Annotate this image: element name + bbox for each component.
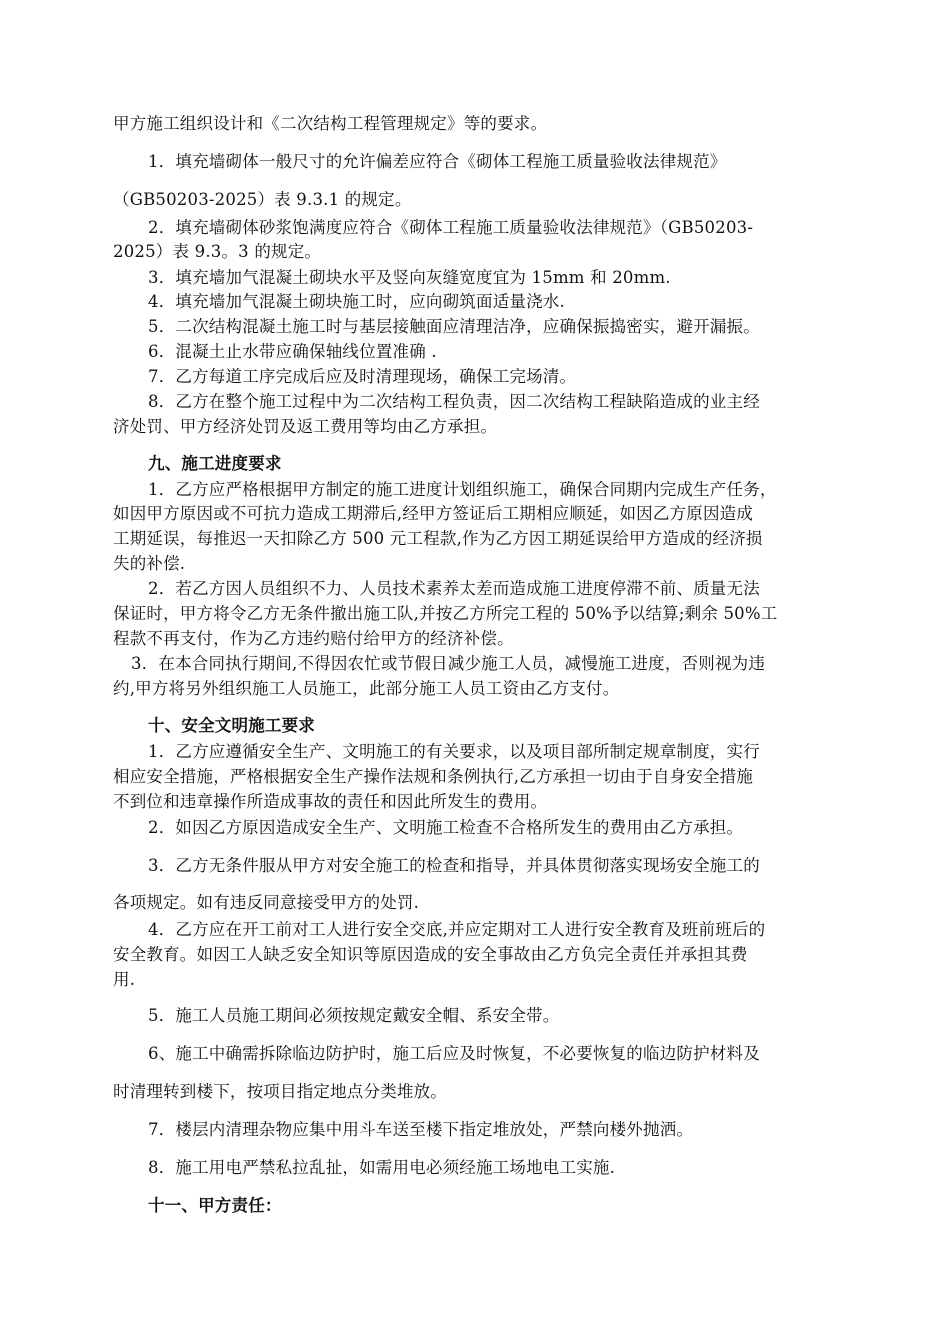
text-line: 8．乙方在整个施工过程中为二次结构工程负责，因二次结构工程缺陷造成的业主经 [148, 392, 760, 411]
text-line: 4．乙方应在开工前对工人进行安全交底,并应定期对工人进行安全教育及班前班后的 [148, 920, 766, 939]
text-line: 各项规定。如有违反同意接受甲方的处罚. [113, 893, 420, 912]
section-heading: 九、施工进度要求 [148, 454, 282, 473]
text-line: 2．填充墙砌体砂浆饱满度应符合《砌体工程施工质量验收法律规范》（GB50203- [148, 218, 754, 237]
text-line: 1．填充墙砌体一般尺寸的允许偏差应符合《砌体工程施工质量验收法律规范》 [148, 152, 727, 171]
text-line: 7．乙方每道工序完成后应及时清理现场，确保工完场清。 [148, 367, 577, 386]
text-line: （GB50203-2025）表 9.3.1 的规定。 [113, 190, 412, 209]
text-line: 1．乙方应严格根据甲方制定的施工进度计划组织施工，确保合同期内完成生产任务， [148, 480, 777, 499]
text-line: 3．填充墙加气混凝土砌块水平及竖向灰缝宽度宜为 15mm 和 20mm. [148, 268, 671, 287]
text-line: 5．施工人员施工期间必须按规定戴安全帽、系安全带。 [148, 1006, 560, 1025]
text-line: 8．施工用电严禁私拉乱扯，如需用电必须经施工场地电工实施. [148, 1158, 616, 1177]
text-line: 济处罚、甲方经济处罚及返工费用等均由乙方承担。 [113, 417, 498, 436]
text-line: 相应安全措施，严格根据安全生产操作法规和条例执行,乙方承担一切由于自身安全措施 [113, 767, 754, 786]
text-line: 失的补偿. [113, 554, 186, 573]
section-heading: 十一、甲方责任： [148, 1196, 282, 1215]
text-line: 安全教育。如因工人缺乏安全知识等原因造成的安全事故由乙方负完全责任并承担其费 [113, 945, 748, 964]
text-line: 用. [113, 970, 136, 989]
text-line: 1．乙方应遵循安全生产、文明施工的有关要求，以及项目部所制定规章制度，实行 [148, 742, 760, 761]
text-line: 如因甲方原因或不可抗力造成工期滞后,经甲方签证后工期相应顺延，如因乙方原因造成 [113, 504, 754, 523]
text-line: 6．混凝土止水带应确保轴线位置准确 . [148, 342, 437, 361]
text-line: 4．填充墙加气混凝土砌块施工时，应向砌筑面适量浇水. [148, 292, 565, 311]
text-line: 程款不再支付，作为乙方违约赔付给甲方的经济补偿。 [113, 629, 514, 648]
text-line: 6、施工中确需拆除临边防护时，施工后应及时恢复，不必要恢复的临边防护材料及 [148, 1044, 760, 1063]
text-line: 保证时，甲方将令乙方无条件撤出施工队,并按乙方所完工程的 50%予以结算;剩余 50%工 [113, 604, 778, 623]
text-line: 5．二次结构混凝土施工时与基层接触面应清理洁净，应确保振捣密实，避开漏振。 [148, 317, 760, 336]
text-line: 约,甲方将另外组织施工人员施工，此部分施工人员工资由乙方支付。 [113, 679, 620, 698]
text-line: 7．楼层内清理杂物应集中用斗车送至楼下指定堆放处，严禁向楼外抛洒。 [148, 1120, 694, 1139]
text-line: 2．如因乙方原因造成安全生产、文明施工检查不合格所发生的费用由乙方承担。 [148, 818, 744, 837]
text-line: 3．在本合同执行期间,不得因农忙或节假日减少施工人员，减慢施工进度，否则视为违 [131, 654, 766, 673]
text-line: 2．若乙方因人员组织不力、人员技术素养太差而造成施工进度停滞不前、质量无法 [148, 579, 760, 598]
text-line: 2025）表 9.3。3 的规定。 [113, 242, 322, 261]
text-line: 时清理转到楼下，按项目指定地点分类堆放。 [113, 1082, 447, 1101]
text-line: 甲方施工组织设计和《二次结构工程管理规定》等的要求。 [113, 114, 548, 133]
text-line: 不到位和违章操作所造成事故的责任和因此所发生的费用。 [113, 792, 548, 811]
section-heading: 十、安全文明施工要求 [148, 716, 315, 735]
text-line: 工期延误，每推迟一天扣除乙方 500 元工程款,作为乙方因工期延误给甲方造成的经济损 [113, 529, 763, 548]
text-line: 3．乙方无条件服从甲方对安全施工的检查和指导，并具体贯彻落实现场安全施工的 [148, 856, 760, 875]
